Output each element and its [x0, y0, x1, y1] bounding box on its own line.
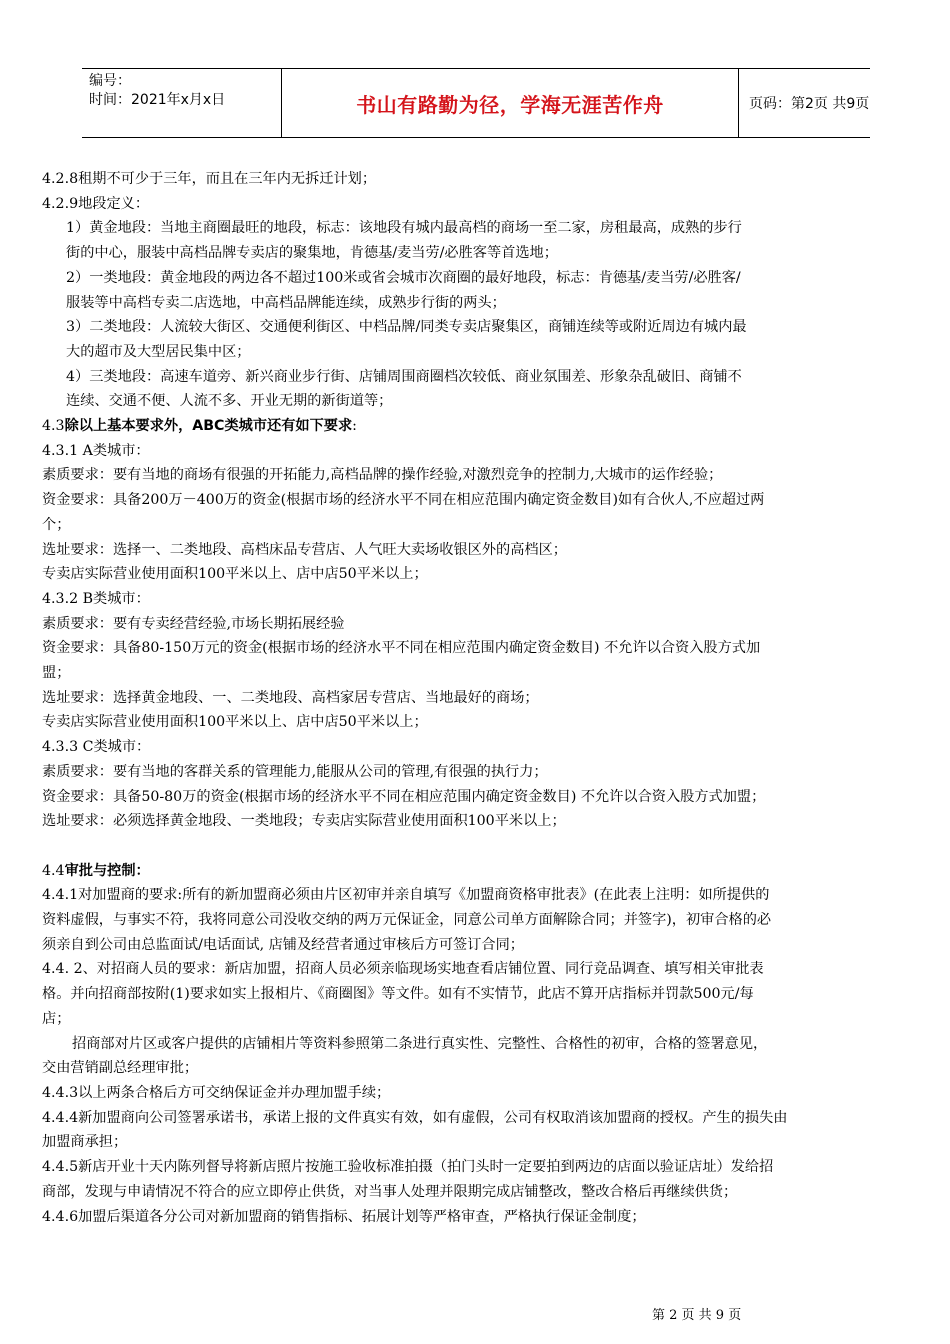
document-body — [42, 167, 922, 1229]
text-line: 资金要求：具备200万－400万的资金(根据市场的经济水平不同在相应范围内确定资金数目)如有合伙人,不应超过两 — [42, 492, 765, 509]
document-number: 编号： — [89, 73, 131, 89]
text-line: 格。并向招商部按附(1)要求如实上报相片、《商圈图》等文件。如有不实情节，此店不算开店指标并罚款500元/每 — [42, 986, 754, 1003]
text-line: 素质要求：要有当地的商场有很强的开拓能力,高档品牌的操作经验,对激烈竞争的控制力,大城市的运作经验； — [42, 467, 723, 484]
text-line: 资金要求：具备80-150万元的资金(根据市场的经济水平不同在相应范围内确定资金数目) 不允许以合资入股方式加 — [42, 640, 761, 657]
text-line: 2）一类地段：黄金地段的两边各不超过100米或省会城市次商圈的最好地段，标志：肯德基/麦当劳/必胜客/ — [66, 269, 741, 286]
text-line: 招商部对片区或客户提供的店铺相片等资料参照第二条进行真实性、完整性、合格性的初审，合格的签署意见， — [72, 1035, 768, 1052]
text-line: 个； — [42, 516, 71, 533]
text-line: 盟； — [42, 665, 71, 682]
section-heading — [42, 859, 922, 884]
text-line: 加盟商承担； — [42, 1134, 128, 1151]
text-line: 交由营销副总经理审批； — [42, 1060, 199, 1077]
text-line: 1）黄金地段：当地主商圈最旺的地段，标志：该地段有城内最高档的商场一至二家，房租最高，成熟的步行 — [66, 220, 742, 237]
section-colon: : — [352, 418, 357, 435]
text-line: 素质要求：要有专卖经营经验,市场长期拓展经验 — [42, 615, 345, 632]
text-line: 4.4.1对加盟商的要求:所有的新加盟商必须由片区初审并亲自填写《加盟商资格审批表》(在此表上注明：如所提供的 — [42, 887, 770, 904]
text-line: 大的超市及大型居民集中区； — [66, 343, 251, 360]
text-line: 店； — [42, 1010, 71, 1027]
page-footer: 第 2 页 共 9 页 — [652, 1308, 742, 1323]
section-title: 除以上基本要求外，ABC类城市还有如下要求 — [64, 418, 353, 435]
text-line: 选址要求：选择黄金地段、一、二类地段、高档家居专营店、当地最好的商场； — [42, 689, 539, 706]
text-line: 连续、交通不便、人流不多、开业无期的新街道等； — [66, 393, 393, 410]
text-line: 4.4.5新店开业十天内陈列督导将新店照片按施工验收标准拍摄（拍门头时一定要拍到两边的店面以验证店址）发给招 — [42, 1159, 774, 1176]
text-line: 专卖店实际营业使用面积100平米以上、店中店50平米以上； — [42, 566, 428, 583]
text-line: 4.4.3以上两条合格后方可交纳保证金并办理加盟手续； — [42, 1085, 391, 1101]
text-line: 4.2.9地段定义： — [42, 195, 150, 212]
section-number: 4.4 — [42, 862, 65, 879]
text-line: 4.4.6加盟后渠道各分公司对新加盟商的销售指标、拓展计划等严格审查，严格执行保证金制度； — [42, 1208, 646, 1225]
text-line: 4.4.4新加盟商向公司签署承诺书，承诺上报的文件真实有效，如有虚假，公司有权取消该加盟商的授权。产生的损失由 — [42, 1109, 788, 1126]
text-line: 4.2.8租期不可少于三年，而且在三年内无拆迁计划； — [42, 171, 377, 187]
text-line: 素质要求：要有当地的客群关系的管理能力,能服从公司的管理,有很强的执行力； — [42, 763, 548, 780]
text-line: 4.3.2 B类城市： — [42, 590, 150, 607]
text-line: 4.3.3 C类城市： — [42, 739, 151, 756]
text-line: 商部，发现与申请情况不符合的应立即停止供货，对当事人处理并限期完成店铺整改，整改合格后再继续供货； — [42, 1183, 738, 1200]
section-number: 4.3 — [42, 418, 65, 435]
text-line: 选址要求：必须选择黄金地段、一类地段；专卖店实际营业使用面积100平米以上； — [42, 813, 566, 830]
document-date: 时间：2021年x月x日 — [89, 92, 226, 108]
page-header — [82, 68, 870, 138]
text-line: 须亲自到公司由总监面试/电话面试, 店铺及经营者通过审核后方可签订合同； — [42, 936, 524, 953]
text-line: 资金要求：具备50-80万的资金(根据市场的经济水平不同在相应范围内确定资金数目) 不允许以合资入股方式加盟； — [42, 788, 766, 805]
text-line: 专卖店实际营业使用面积100平米以上、店中店50平米以上； — [42, 714, 428, 731]
header-meta — [89, 72, 279, 110]
text-line: 4.4. 2、对招商人员的要求：新店加盟，招商人员必须亲临现场实地查看店铺位置、同行竞品调查、填写相关审批表 — [42, 961, 764, 978]
text-line: 资料虚假，与事实不符，我将同意公司没收交纳的两万元保证金，同意公司单方面解除合同；并签字)，初审合格的必 — [42, 912, 772, 929]
blank-line — [42, 834, 922, 859]
section-title: 审批与控制： — [64, 862, 150, 879]
text-line: 4.3.1 A类城市： — [42, 442, 150, 459]
header-motto: 书山有路勤为径，学海无涯苦作舟 — [281, 69, 739, 137]
text-line: 选址要求：选择一、二类地段、高档床品专营店、人气旺大卖场收银区外的高档区； — [42, 541, 567, 558]
header-page-info: 页码：第2页 共9页 — [749, 96, 870, 112]
text-line: 3）二类地段：人流较大街区、交通便利街区、中档品牌/同类专卖店聚集区，商铺连续等或附近周边有城内最 — [66, 319, 747, 336]
text-line: 街的中心，服装中高档品牌专卖店的聚集地，肯德基/麦当劳/必胜客等首选地； — [66, 245, 558, 262]
text-line: 4）三类地段：高速车道旁、新兴商业步行街、店铺周围商圈档次较低、商业氛围差、形象杂乱破旧、商铺不 — [66, 368, 742, 385]
section-heading — [42, 414, 922, 439]
text-line: 服装等中高档专卖二店选地，中高档品牌能连续，成熟步行街的两头； — [66, 294, 506, 311]
